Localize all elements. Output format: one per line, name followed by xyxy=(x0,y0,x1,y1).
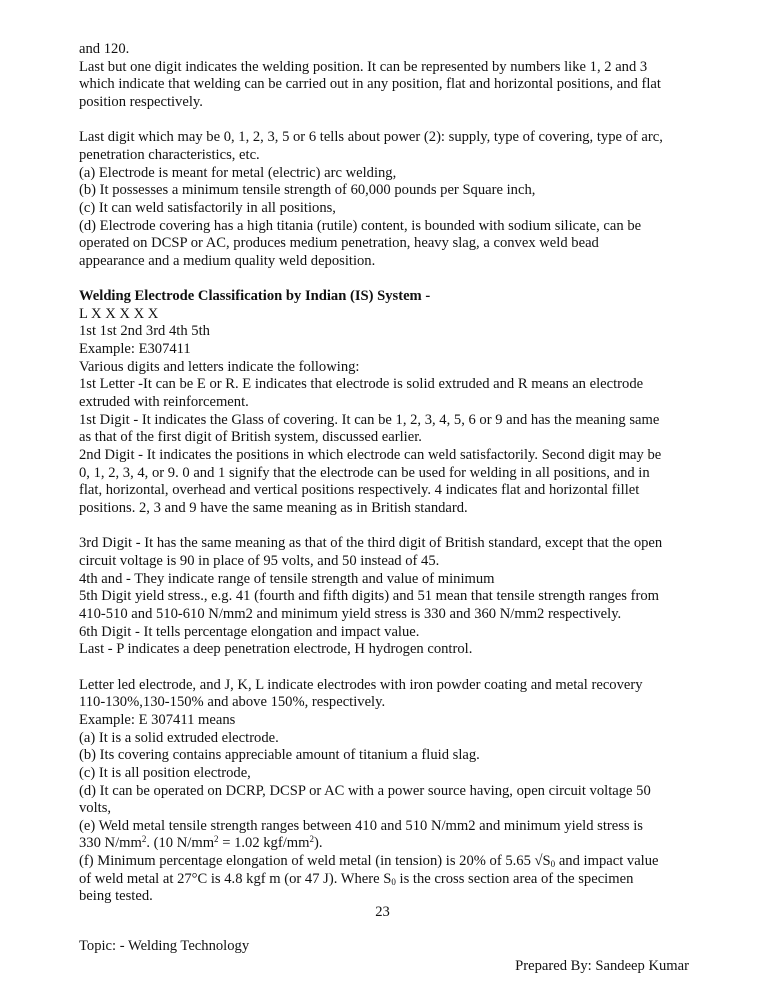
text-line: penetration characteristics, etc. xyxy=(79,146,260,163)
list-item: (b) It possesses a minimum tensile strength of 60,000 pounds per Square inch, xyxy=(79,182,536,199)
footer-author: Prepared By: Sandeep Kumar xyxy=(515,958,689,974)
text-line: 110-130%,130-150% and above 150%, respectively. xyxy=(79,694,386,711)
list-item: (f) Minimum percentage elongation of weld metal (in tension) is 20% of 5.65 $√S_0$ and impact value xyxy=(79,853,659,870)
text-line: Example: E307411 xyxy=(79,341,191,358)
text-line: of weld metal at 27°C is 4.8 kgf m (or 47 J). Where $S_0$ is the cross section area of the specimen xyxy=(79,870,634,887)
text-line-units: 330 $N/mm^2$. (10 $N/mm^2 = 1.02$ kgf/$mm^2$). xyxy=(79,834,323,852)
text-line: operated on DCSP or AC, produces medium penetration, heavy slag, a convex weld bead xyxy=(79,235,599,252)
list-item: (d) It can be operated on DCRP, DCSP or AC with a power source having, open circuit voltage 50 xyxy=(79,782,651,799)
text-line: volts, xyxy=(79,800,112,817)
text-line: 1st Letter -It can be E or R. E indicates that electrode is solid extruded and R means an electrode xyxy=(79,376,644,393)
text-line: as that of the first digit of British system, discussed earlier. xyxy=(79,429,422,446)
paragraph-gap xyxy=(79,271,689,289)
list-item: (c) It can weld satisfactorily in all positions, xyxy=(79,199,336,216)
list-item: (a) Electrode is meant for metal (electric) arc welding, xyxy=(79,164,397,181)
text-line: 4th and - They indicate range of tensile strength and value of minimum xyxy=(79,570,495,587)
text-line: Last but one digit indicates the welding position. It can be represented by numbers like 1, 2 and 3 xyxy=(79,58,648,75)
paragraph-gap xyxy=(79,518,689,536)
text-line: 1st 1st 2nd 3rd 4th 5th xyxy=(79,323,210,340)
paragraph-is-system xyxy=(79,306,689,518)
text-line: extruded with reinforcement. xyxy=(79,394,249,411)
text-line: 2nd Digit - It indicates the positions in which electrode can weld satisfactorily. Second digit may be xyxy=(79,447,662,464)
text-line: which indicate that welding can be carried out in any position, flat and horizontal positions, and flat xyxy=(79,76,661,93)
text-line: Last - P indicates a deep penetration electrode, H hydrogen control. xyxy=(79,641,473,658)
list-item: (a) It is a solid extruded electrode. xyxy=(79,729,279,746)
paragraph-digits xyxy=(79,535,689,659)
text-line: L X X X X X xyxy=(79,305,159,322)
text-line: 1st Digit - It indicates the Glass of covering. It can be 1, 2, 3, 4, 5, 6 or 9 and has the meaning same xyxy=(79,411,660,428)
text-line: being tested. xyxy=(79,888,153,905)
paragraph-gap xyxy=(79,659,689,677)
text-line: 6th Digit - It tells percentage elongation and impact value. xyxy=(79,623,420,640)
text-line: flat, horizontal, overhead and vertical positions respectively. 4 indicates flat and horizontal fillet xyxy=(79,482,640,499)
section-heading: Welding Electrode Classification by Indian (IS) System - xyxy=(79,288,431,305)
list-item: (b) Its covering contains appreciable amount of titanium a fluid slag. xyxy=(79,747,480,764)
text-line: circuit voltage is 90 in place of 95 volts, and 50 instead of 45. xyxy=(79,552,440,569)
paragraph-gap xyxy=(79,112,689,130)
text-line: 3rd Digit - It has the same meaning as that of the third digit of British standard, except that the open xyxy=(79,535,663,552)
text-line: 5th Digit yield stress., e.g. 41 (fourth and fifth digits) and 51 mean that tensile strength ranges from xyxy=(79,588,659,605)
text-line: 0, 1, 2, 3, 4, or 9. 0 and 1 signify that the electrode can be used for welding in all positions, and in xyxy=(79,464,650,481)
list-item: (e) Weld metal tensile strength ranges between 410 and 510 N/mm2 and minimum yield stress is xyxy=(79,817,643,834)
paragraph-last-digit xyxy=(79,129,689,270)
paragraph-welding-position xyxy=(79,41,689,112)
list-item: (d) Electrode covering has a high titania (rutile) content, is bounded with sodium silicate, can be xyxy=(79,217,642,234)
text-line: appearance and a medium quality weld deposition. xyxy=(79,252,376,269)
paragraph-example xyxy=(79,677,689,907)
page-number: 23 xyxy=(375,904,390,920)
text-line: 410-510 and 510-610 N/mm2 and minimum yield stress is 330 and 360 N/mm2 respectively. xyxy=(79,605,622,622)
text-line: and 120. xyxy=(79,41,130,57)
footer-topic: Topic: - Welding Technology xyxy=(79,938,250,954)
text-line: Letter led electrode, and J, K, L indicate electrodes with iron powder coating and metal recovery xyxy=(79,676,643,693)
text-line: positions. 2, 3 and 9 have the same meaning as in British standard. xyxy=(79,500,468,517)
text-line: position respectively. xyxy=(79,93,203,110)
list-item: (c) It is all position electrode, xyxy=(79,764,251,781)
document-body xyxy=(79,41,689,906)
text-line: Last digit which may be 0, 1, 2, 3, 5 or 6 tells about power (2): supply, type of covering, type of arc, xyxy=(79,129,663,146)
text-line: Example: E 307411 means xyxy=(79,711,236,728)
text-line: Various digits and letters indicate the following: xyxy=(79,358,360,375)
